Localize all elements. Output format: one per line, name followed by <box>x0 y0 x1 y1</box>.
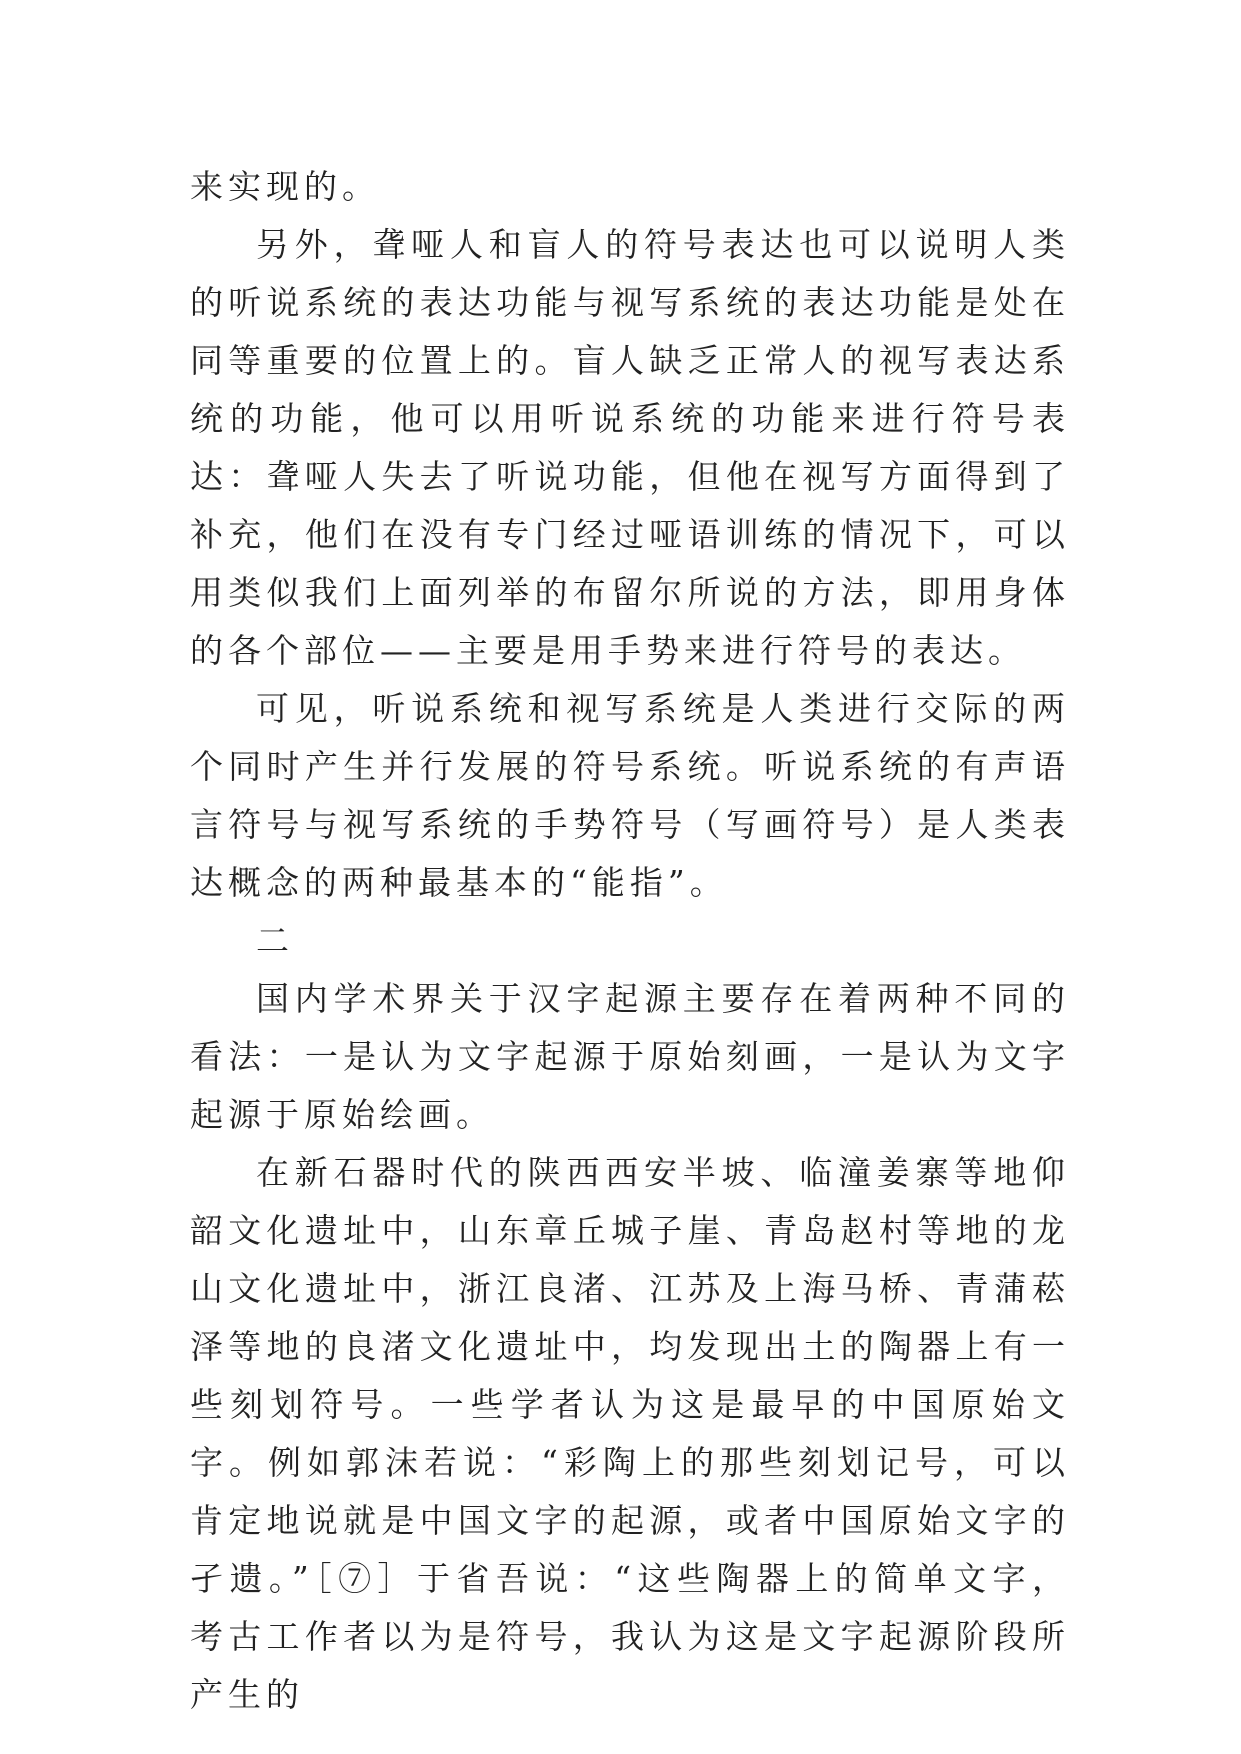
section-heading: 二 <box>256 921 294 960</box>
paragraph-4: 国内学术界关于汉字起源主要存在着两种不同的看法：一是认为文字起源于原始刻画，一是认为文字起源于原始绘画。 <box>190 979 1070 1134</box>
paragraph-1: 来实现的。 <box>190 167 380 206</box>
paragraph-5: 在新石器时代的陕西西安半坡、临潼姜寨等地仰韶文化遗址中，山东章丘城子崖、青岛赵村等地的龙山文化遗址中，浙江良渚、江苏及上海马桥、青蒲菘泽等地的良渚文化遗址中，均发现出土的陶器上有一些刻划符号。一些学者认为这是最早的中国原始文字。例如郭沫若说：“彩陶上的那些刻划记号，可以肯定地说就是中国文字的起源，或者中国原始文字的孑遗。”［⑦］于省吾说：“这些陶器上的简单文字，考古工作者以为是符号，我认为这是文字起源阶段所产生的 <box>190 1153 1070 1714</box>
paragraph-2: 另外，聋哑人和盲人的符号表达也可以说明人类的听说系统的表达功能与视写系统的表达功能是处在同等重要的位置上的。盲人缺乏正常人的视写表达系统的功能，他可以用听说系统的功能来进行符号表达：聋哑人失去了听说功能，但他在视写方面得到了补充，他们在没有专门经过哑语训练的情况下，可以用类似我们上面列举的布留尔所说的方法，即用身体的各个部位——主要是用手势来进行符号的表达。 <box>190 225 1070 670</box>
document-page <box>190 158 1070 1724</box>
paragraph-3: 可见，听说系统和视写系统是人类进行交际的两个同时产生并行发展的符号系统。听说系统的有声语言符号与视写系统的手势符号（写画符号）是人类表达概念的两种最基本的“能指”。 <box>190 689 1070 902</box>
